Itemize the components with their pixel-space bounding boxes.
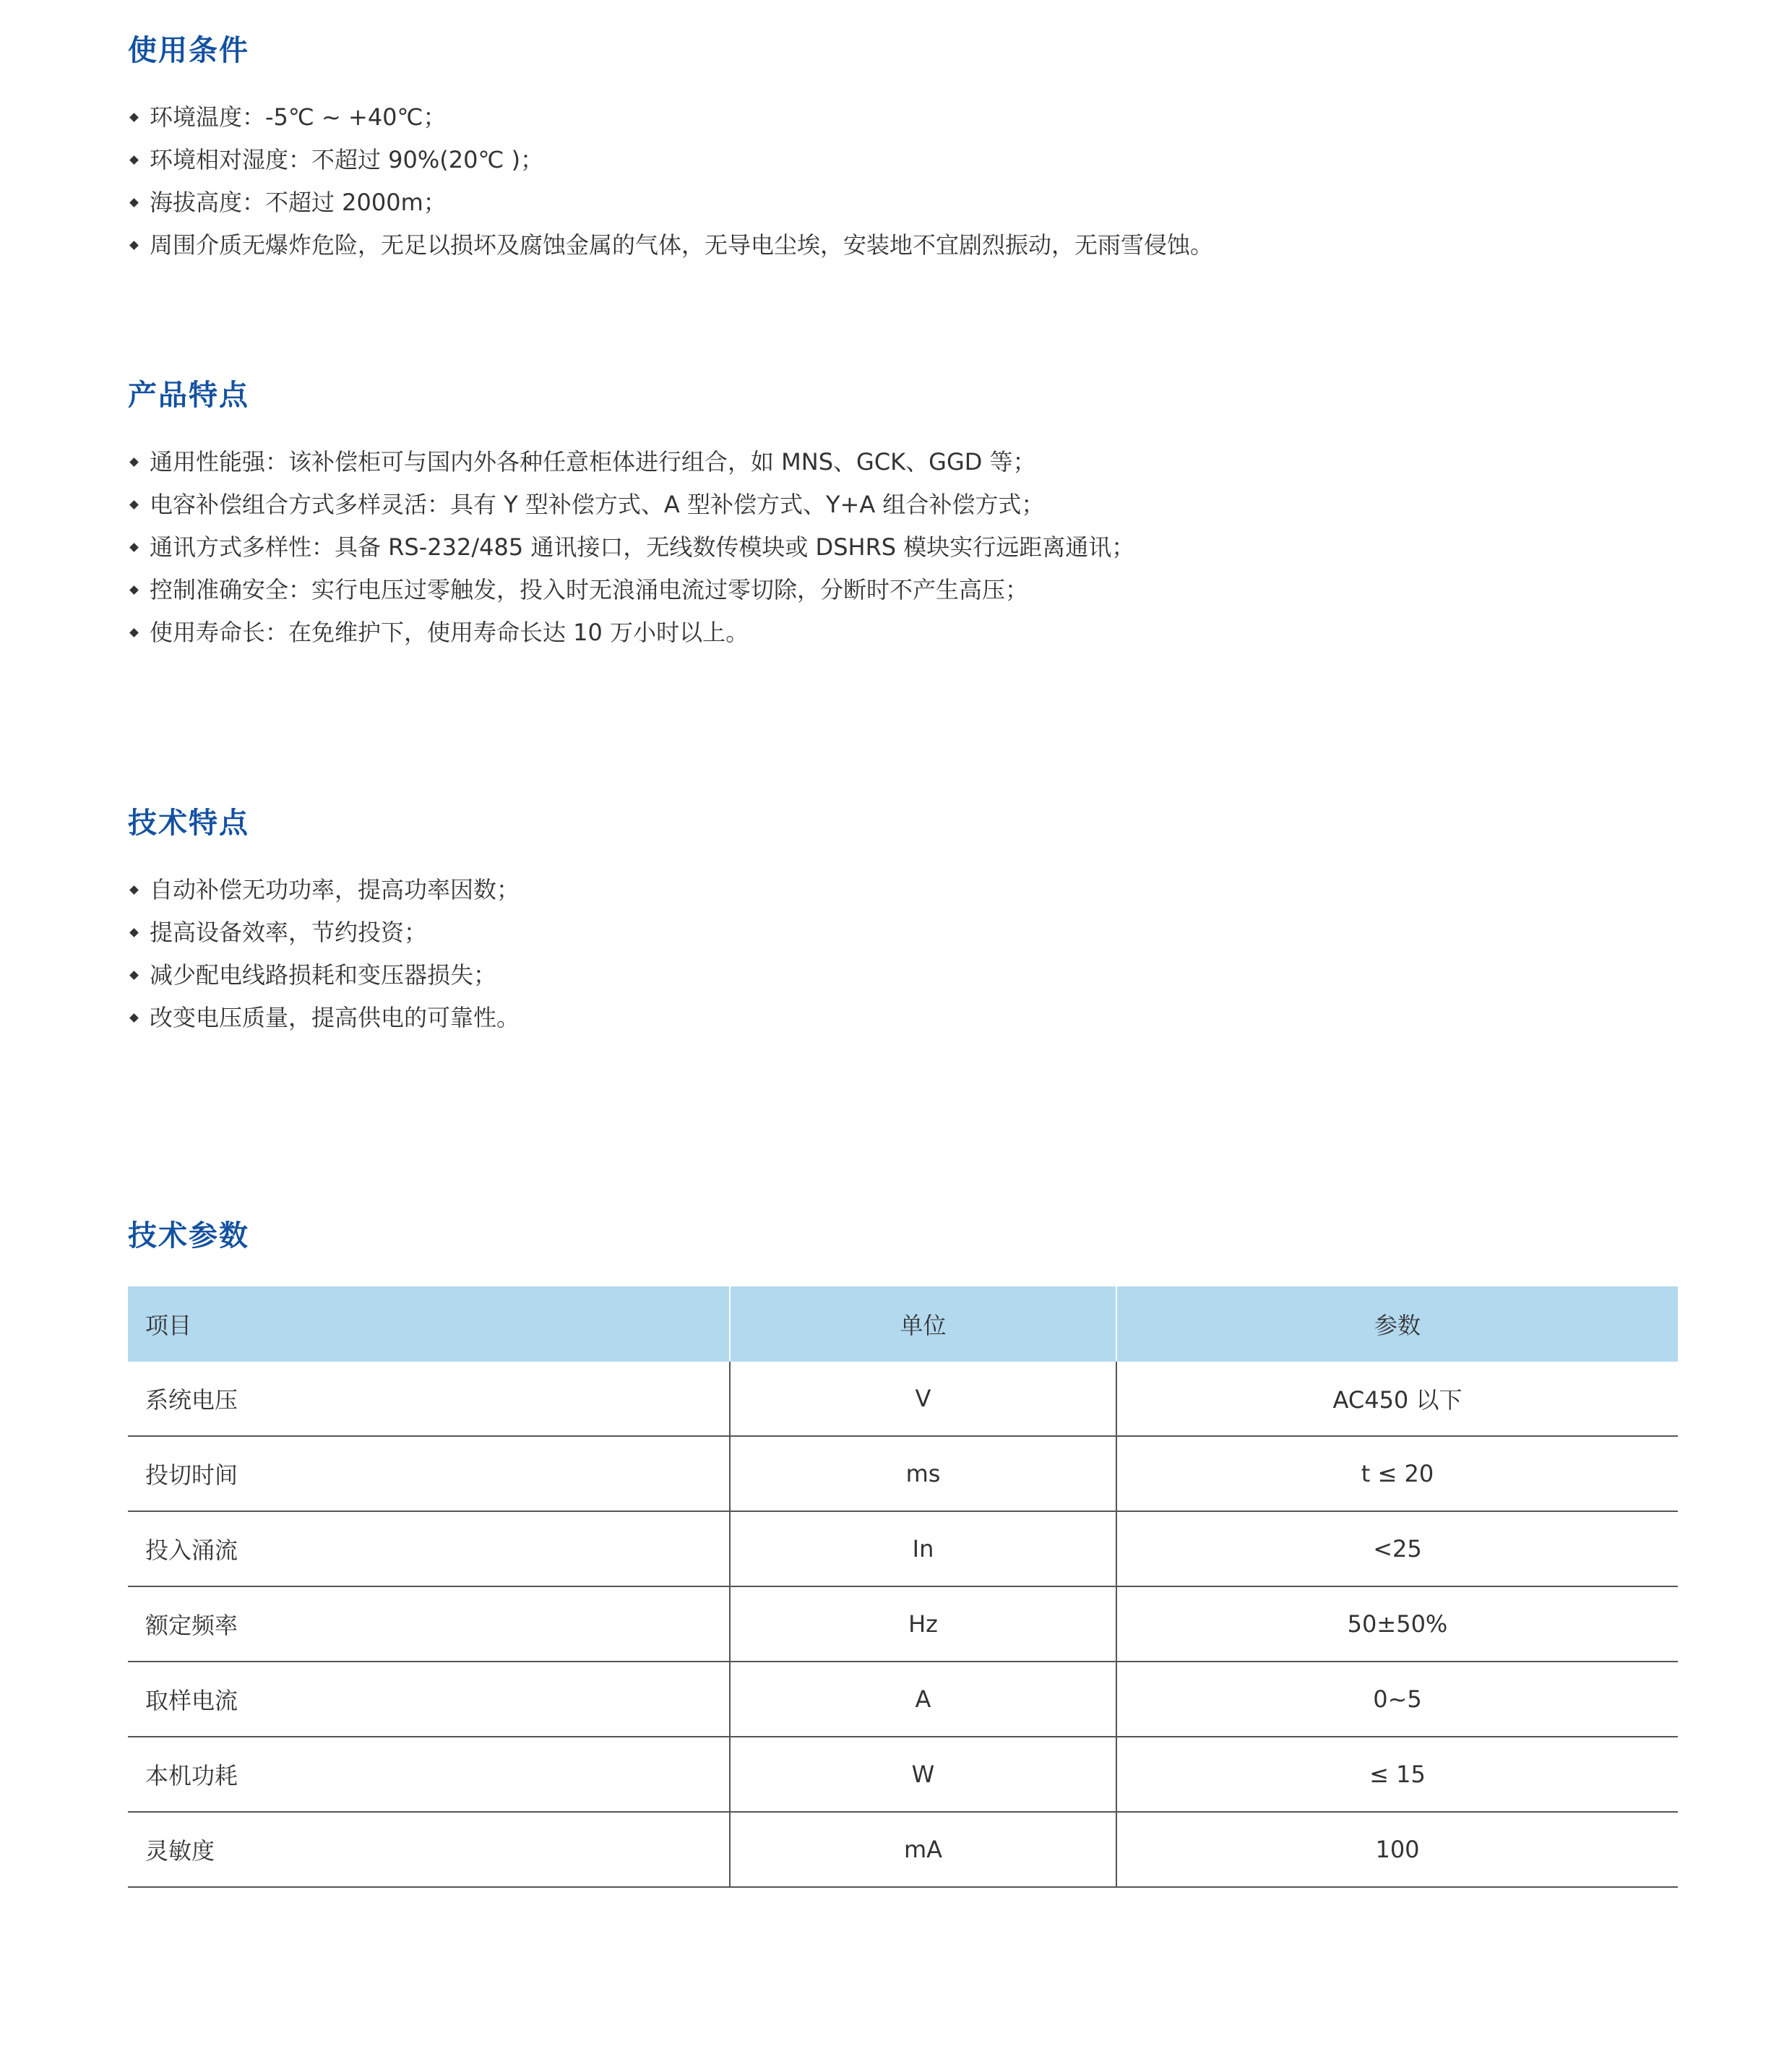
cell-item: 取样电流 bbox=[128, 1662, 730, 1737]
cell-item: 额定频率 bbox=[128, 1586, 730, 1662]
table-row bbox=[128, 1586, 1678, 1662]
diamond-bullet-icon bbox=[129, 155, 139, 165]
section-title-tech-features: 技术特点 bbox=[128, 807, 249, 840]
list-item-text: 环境相对湿度：不超过 90%(20℃ )； bbox=[150, 146, 544, 173]
cell-unit: W bbox=[730, 1737, 1116, 1812]
params-table bbox=[128, 1286, 1678, 1888]
conditions-list bbox=[128, 96, 1681, 267]
table-row bbox=[128, 1436, 1678, 1511]
cell-item: 投入涌流 bbox=[128, 1511, 730, 1586]
diamond-bullet-icon bbox=[129, 113, 139, 122]
cell-unit: In bbox=[730, 1511, 1116, 1586]
diamond-bullet-icon bbox=[129, 928, 139, 937]
cell-item: 系统电压 bbox=[128, 1362, 730, 1436]
list-item-text: 环境温度：-5℃ ~ +40℃； bbox=[150, 103, 447, 131]
diamond-bullet-icon bbox=[129, 885, 139, 895]
diamond-bullet-icon bbox=[129, 628, 139, 637]
cell-value: ≤ 15 bbox=[1116, 1737, 1678, 1812]
section-params bbox=[128, 1216, 1681, 1256]
table-row bbox=[128, 1362, 1678, 1436]
diamond-bullet-icon bbox=[129, 457, 139, 467]
cell-value: 50±50% bbox=[1116, 1586, 1678, 1662]
list-item bbox=[128, 954, 1681, 997]
section-title-conditions: 使用条件 bbox=[128, 34, 249, 67]
list-item bbox=[128, 997, 1681, 1039]
cell-unit: A bbox=[730, 1662, 1116, 1737]
section-title-features: 产品特点 bbox=[128, 379, 249, 412]
list-item bbox=[128, 181, 1681, 224]
section-features bbox=[128, 375, 1681, 654]
features-list bbox=[128, 441, 1681, 654]
cell-item: 投切时间 bbox=[128, 1436, 730, 1511]
diamond-bullet-icon bbox=[129, 500, 139, 510]
diamond-bullet-icon bbox=[129, 585, 139, 595]
list-item bbox=[128, 569, 1681, 611]
header-value: 参数 bbox=[1116, 1286, 1678, 1362]
list-item-text: 减少配电线路损耗和变压器损失； bbox=[150, 961, 497, 989]
table-row bbox=[128, 1511, 1678, 1586]
list-item-text: 自动补偿无功功率，提高功率因数； bbox=[150, 876, 520, 903]
table-header-row bbox=[128, 1286, 1678, 1362]
list-item-text: 控制准确安全：实行电压过零触发，投入时无浪涌电流过零切除，分断时不产生高压； bbox=[150, 576, 1029, 603]
cell-value: AC450 以下 bbox=[1116, 1362, 1678, 1436]
cell-unit: V bbox=[730, 1362, 1116, 1436]
header-unit: 单位 bbox=[730, 1286, 1116, 1362]
diamond-bullet-icon bbox=[129, 971, 139, 980]
cell-value: 0~5 bbox=[1116, 1662, 1678, 1737]
list-item bbox=[128, 441, 1681, 484]
list-item bbox=[128, 611, 1681, 654]
list-item-text: 通讯方式多样性：具备 RS-232/485 通讯接口，无线数传模块或 DSHRS 模块实行远距离通讯； bbox=[150, 533, 1135, 561]
cell-unit: Hz bbox=[730, 1586, 1116, 1662]
cell-item: 本机功耗 bbox=[128, 1737, 730, 1812]
diamond-bullet-icon bbox=[129, 1013, 139, 1023]
cell-unit: ms bbox=[730, 1436, 1116, 1511]
list-item-text: 使用寿命长：在免维护下，使用寿命长达 10 万小时以上。 bbox=[150, 619, 749, 646]
table-row bbox=[128, 1737, 1678, 1812]
list-item bbox=[128, 526, 1681, 569]
cell-item: 灵敏度 bbox=[128, 1812, 730, 1887]
list-item bbox=[128, 96, 1681, 139]
list-item bbox=[128, 484, 1681, 526]
cell-unit: mA bbox=[730, 1812, 1116, 1887]
list-item-text: 海拔高度：不超过 2000m； bbox=[150, 189, 447, 216]
list-item bbox=[128, 139, 1681, 181]
list-item-text: 提高设备效率，节约投资； bbox=[150, 919, 428, 946]
cell-value: <25 bbox=[1116, 1511, 1678, 1586]
section-conditions bbox=[128, 30, 1681, 267]
cell-value: 100 bbox=[1116, 1812, 1678, 1887]
list-item-text: 通用性能强：该补偿柜可与国内外各种任意柜体进行组合，如 MNS、GCK、GGD 等； bbox=[150, 448, 1036, 476]
tech-features-list bbox=[128, 869, 1681, 1039]
diamond-bullet-icon bbox=[129, 241, 139, 250]
section-tech-features bbox=[128, 803, 1681, 1039]
header-item: 项目 bbox=[128, 1286, 730, 1362]
list-item bbox=[128, 869, 1681, 911]
cell-value: t ≤ 20 bbox=[1116, 1436, 1678, 1511]
list-item bbox=[128, 911, 1681, 954]
table-row bbox=[128, 1812, 1678, 1887]
diamond-bullet-icon bbox=[129, 198, 139, 207]
list-item-text: 电容补偿组合方式多样灵活：具有 Y 型补偿方式、A 型补偿方式、Y+A 组合补偿方式； bbox=[150, 491, 1045, 518]
list-item-text: 周围介质无爆炸危险，无足以损坏及腐蚀金属的气体，无导电尘埃，安装地不宜剧烈振动，无雨雪侵蚀。 bbox=[150, 231, 1214, 259]
table-row bbox=[128, 1662, 1678, 1737]
list-item bbox=[128, 224, 1681, 267]
section-title-params: 技术参数 bbox=[128, 1219, 249, 1252]
diamond-bullet-icon bbox=[129, 543, 139, 552]
list-item-text: 改变电压质量，提高供电的可靠性。 bbox=[150, 1004, 520, 1031]
